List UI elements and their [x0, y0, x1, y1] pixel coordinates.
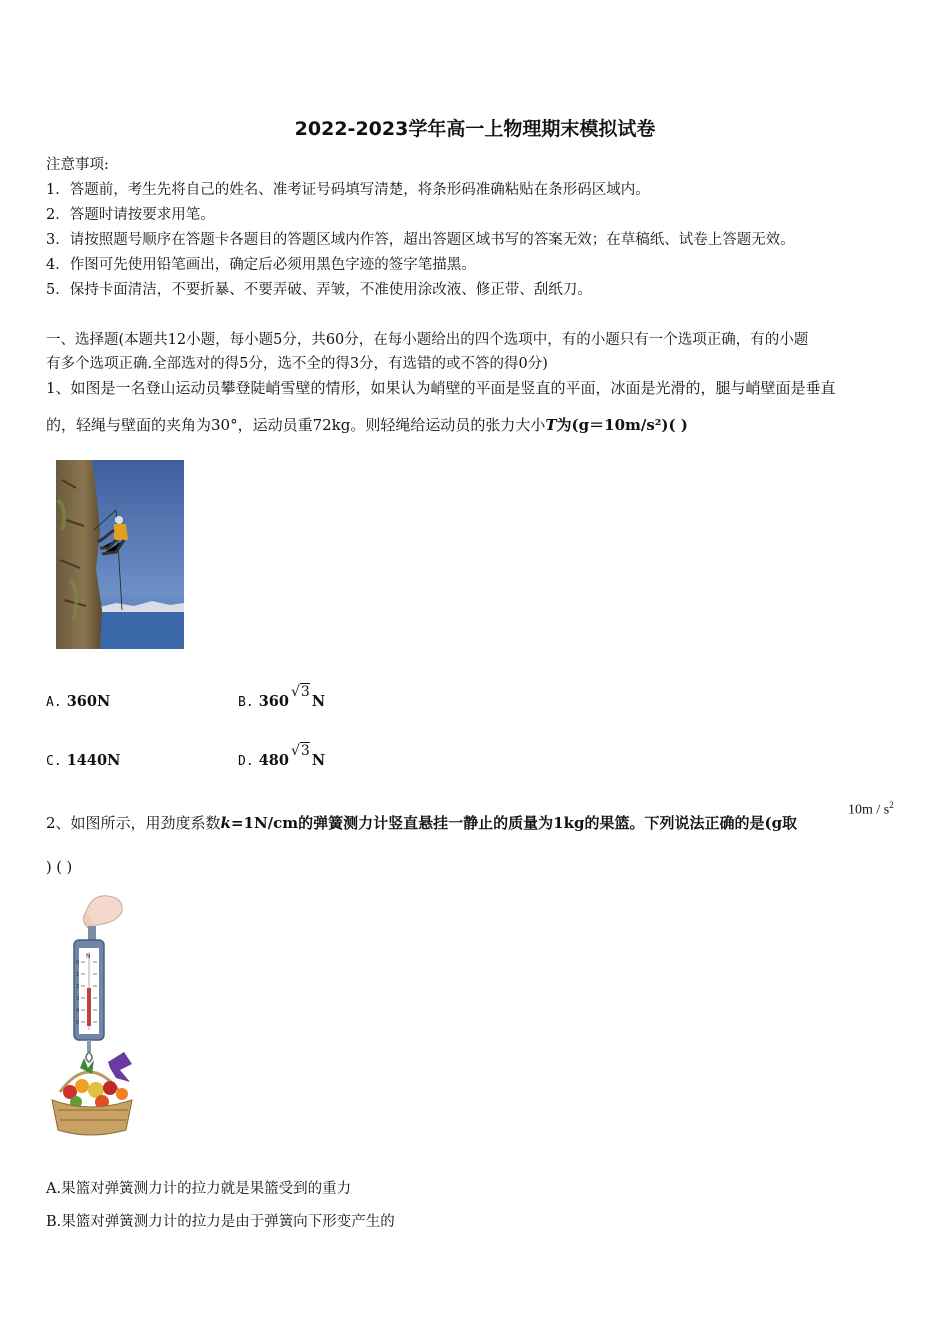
scale-unit-label: N — [86, 953, 91, 960]
q1-stem-text-b: 为(g＝10m/s²)( ) — [556, 416, 688, 434]
q2-g-unit: 10m / s — [848, 802, 890, 818]
q2-stem-text-a: 2、如图所示，用劲度系数 — [46, 814, 221, 832]
scale-mark-0: 0 — [76, 960, 80, 966]
scale-mark-4: 4 — [76, 1008, 80, 1014]
q1-option-d-label: D. — [238, 754, 254, 769]
q1-stem-line1: 1、如图是一名登山运动员攀登陡峭雪壁的情形，如果认为峭壁的平面是竖直的平面，冰面是光滑的，腿与峭壁面是垂直 — [46, 379, 836, 397]
scale-mark-3: 3 — [76, 996, 80, 1002]
notice-item-4: 4．作图可先使用铅笔画出，确定后必须用黑色字迹的签字笔描黑。 — [46, 257, 476, 273]
q1-option-d[interactable] — [238, 743, 326, 769]
scale-mark-5: 5 — [76, 1020, 80, 1026]
section1-instructions-line2: 有多个选项正确.全部选对的得5分，选不全的得3分，有选错的或不答的得0分) — [46, 356, 548, 372]
q1-stem-text-a: 的，轻绳与壁面的夹角为30°，运动员重72kg。则轻绳给运动员的张力大小 — [46, 416, 546, 434]
q1-option-c-label: C. — [46, 754, 62, 769]
climber-photo — [56, 460, 184, 649]
q2-stem-line1 — [46, 812, 797, 833]
q2-stem-line2: ) ( ) — [46, 860, 73, 876]
q1-option-d-number: 480 — [258, 752, 289, 769]
q1-option-d-sqrt: √3 — [291, 743, 310, 759]
q1-tension-symbol: T — [545, 416, 557, 434]
q2-g-value — [848, 800, 894, 819]
notice-item-2: 2．答题时请按要求用笔。 — [46, 207, 215, 223]
q1-option-a-text: 360N — [66, 693, 111, 710]
q2-option-a[interactable]: A.果篮对弹簧测力计的拉力就是果篮受到的重力 — [46, 1181, 352, 1197]
q1-option-b-number: 360 — [258, 693, 289, 710]
q1-option-b-radicand: 3 — [300, 684, 310, 700]
q1-option-c-text: 1440N — [66, 752, 121, 769]
q1-option-b-label: B. — [238, 695, 254, 710]
spring-scale-figure — [50, 892, 140, 1142]
q1-option-c[interactable] — [46, 752, 120, 769]
scale-mark-1: 1 — [76, 972, 80, 978]
q2-option-b[interactable]: B.果篮对弹簧测力计的拉力是由于弹簧向下形变产生的 — [46, 1214, 395, 1230]
page-title: 2022-2023学年高一上物理期末模拟试卷 — [294, 118, 656, 140]
notice-item-1: 1．答题前，考生先将自己的姓名、准考证号码填写清楚，将条形码准确粘贴在条形码区域内。 — [46, 182, 650, 198]
q1-option-a[interactable] — [46, 693, 110, 710]
notice-heading: 注意事项: — [46, 157, 109, 173]
q1-option-b[interactable] — [238, 684, 326, 710]
scale-mark-2: 2 — [76, 984, 80, 990]
q2-stem-text-b: =1N/cm的弹簧测力计竖直悬挂一静止的质量为1kg的果篮。下列说法正确的是(g取 — [230, 814, 798, 832]
q1-option-a-label: A. — [46, 695, 62, 710]
q2-k-symbol: k — [220, 814, 231, 832]
notice-item-5: 5．保持卡面清洁，不要折暴、不要弄破、弄皱，不准使用涂改液、修正带、刮纸刀。 — [46, 282, 592, 298]
climber-illustration — [56, 460, 184, 649]
q1-option-b-unit: N — [311, 693, 326, 710]
q1-option-d-radicand: 3 — [300, 743, 310, 759]
q1-option-d-unit: N — [311, 752, 326, 769]
spring-scale-illustration — [50, 892, 140, 1142]
notice-item-3: 3．请按照题号顺序在答题卡各题目的答题区域内作答，超出答题区域书写的答案无效；在草稿纸、试卷上答题无效。 — [46, 232, 795, 248]
section1-instructions-line1: 一、选择题(本题共12小题，每小题5分，共60分，在每小题给出的四个选项中，有的小题只有一个选项正确，有的小题 — [46, 332, 809, 348]
q1-option-b-sqrt: √3 — [291, 684, 310, 700]
q1-stem-line2 — [46, 414, 688, 435]
q2-g-exponent: 2 — [889, 800, 894, 810]
